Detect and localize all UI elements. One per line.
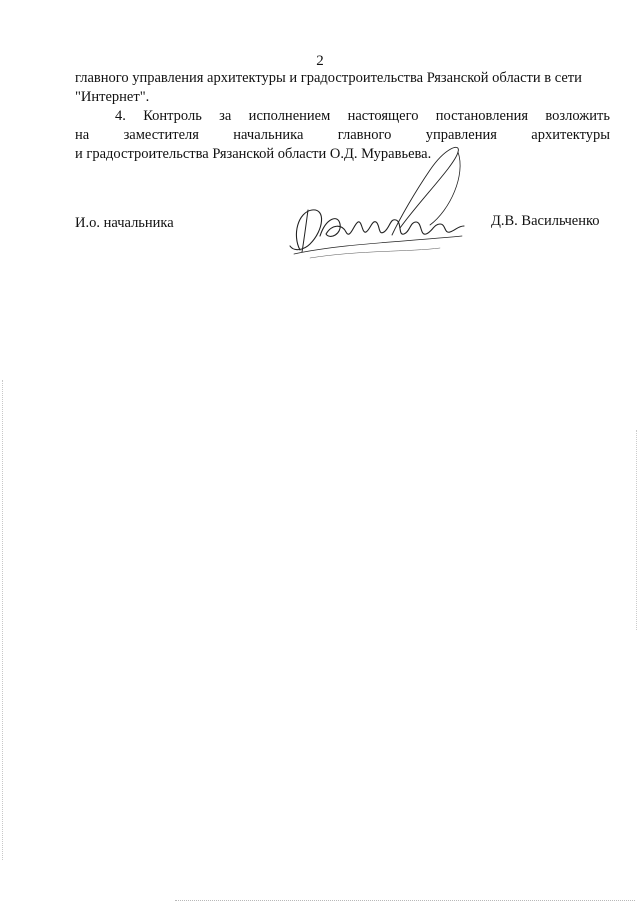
text-line: и градостроительства Рязанской области О.Д. Муравьева. [75, 146, 432, 162]
scan-edge-mark [636, 430, 638, 630]
scan-edge-mark [175, 900, 635, 902]
signatory-position: И.о. начальника [75, 215, 174, 231]
continuation-paragraph [75, 69, 610, 107]
page-number: 2 [316, 53, 324, 69]
signatory-name: Д.В. Васильченко [491, 213, 600, 229]
scan-edge-mark [2, 380, 4, 860]
text-line: "Интернет". [75, 89, 150, 105]
text-line: 4. Контроль за исполнением настоящего постановления возложить [115, 108, 610, 124]
signature-icon [280, 140, 470, 260]
text-line: на заместителя начальника главного управления архитектуры [75, 127, 610, 143]
text-line: главного управления архитектуры и градостроительства Рязанской области в сети [75, 70, 582, 86]
